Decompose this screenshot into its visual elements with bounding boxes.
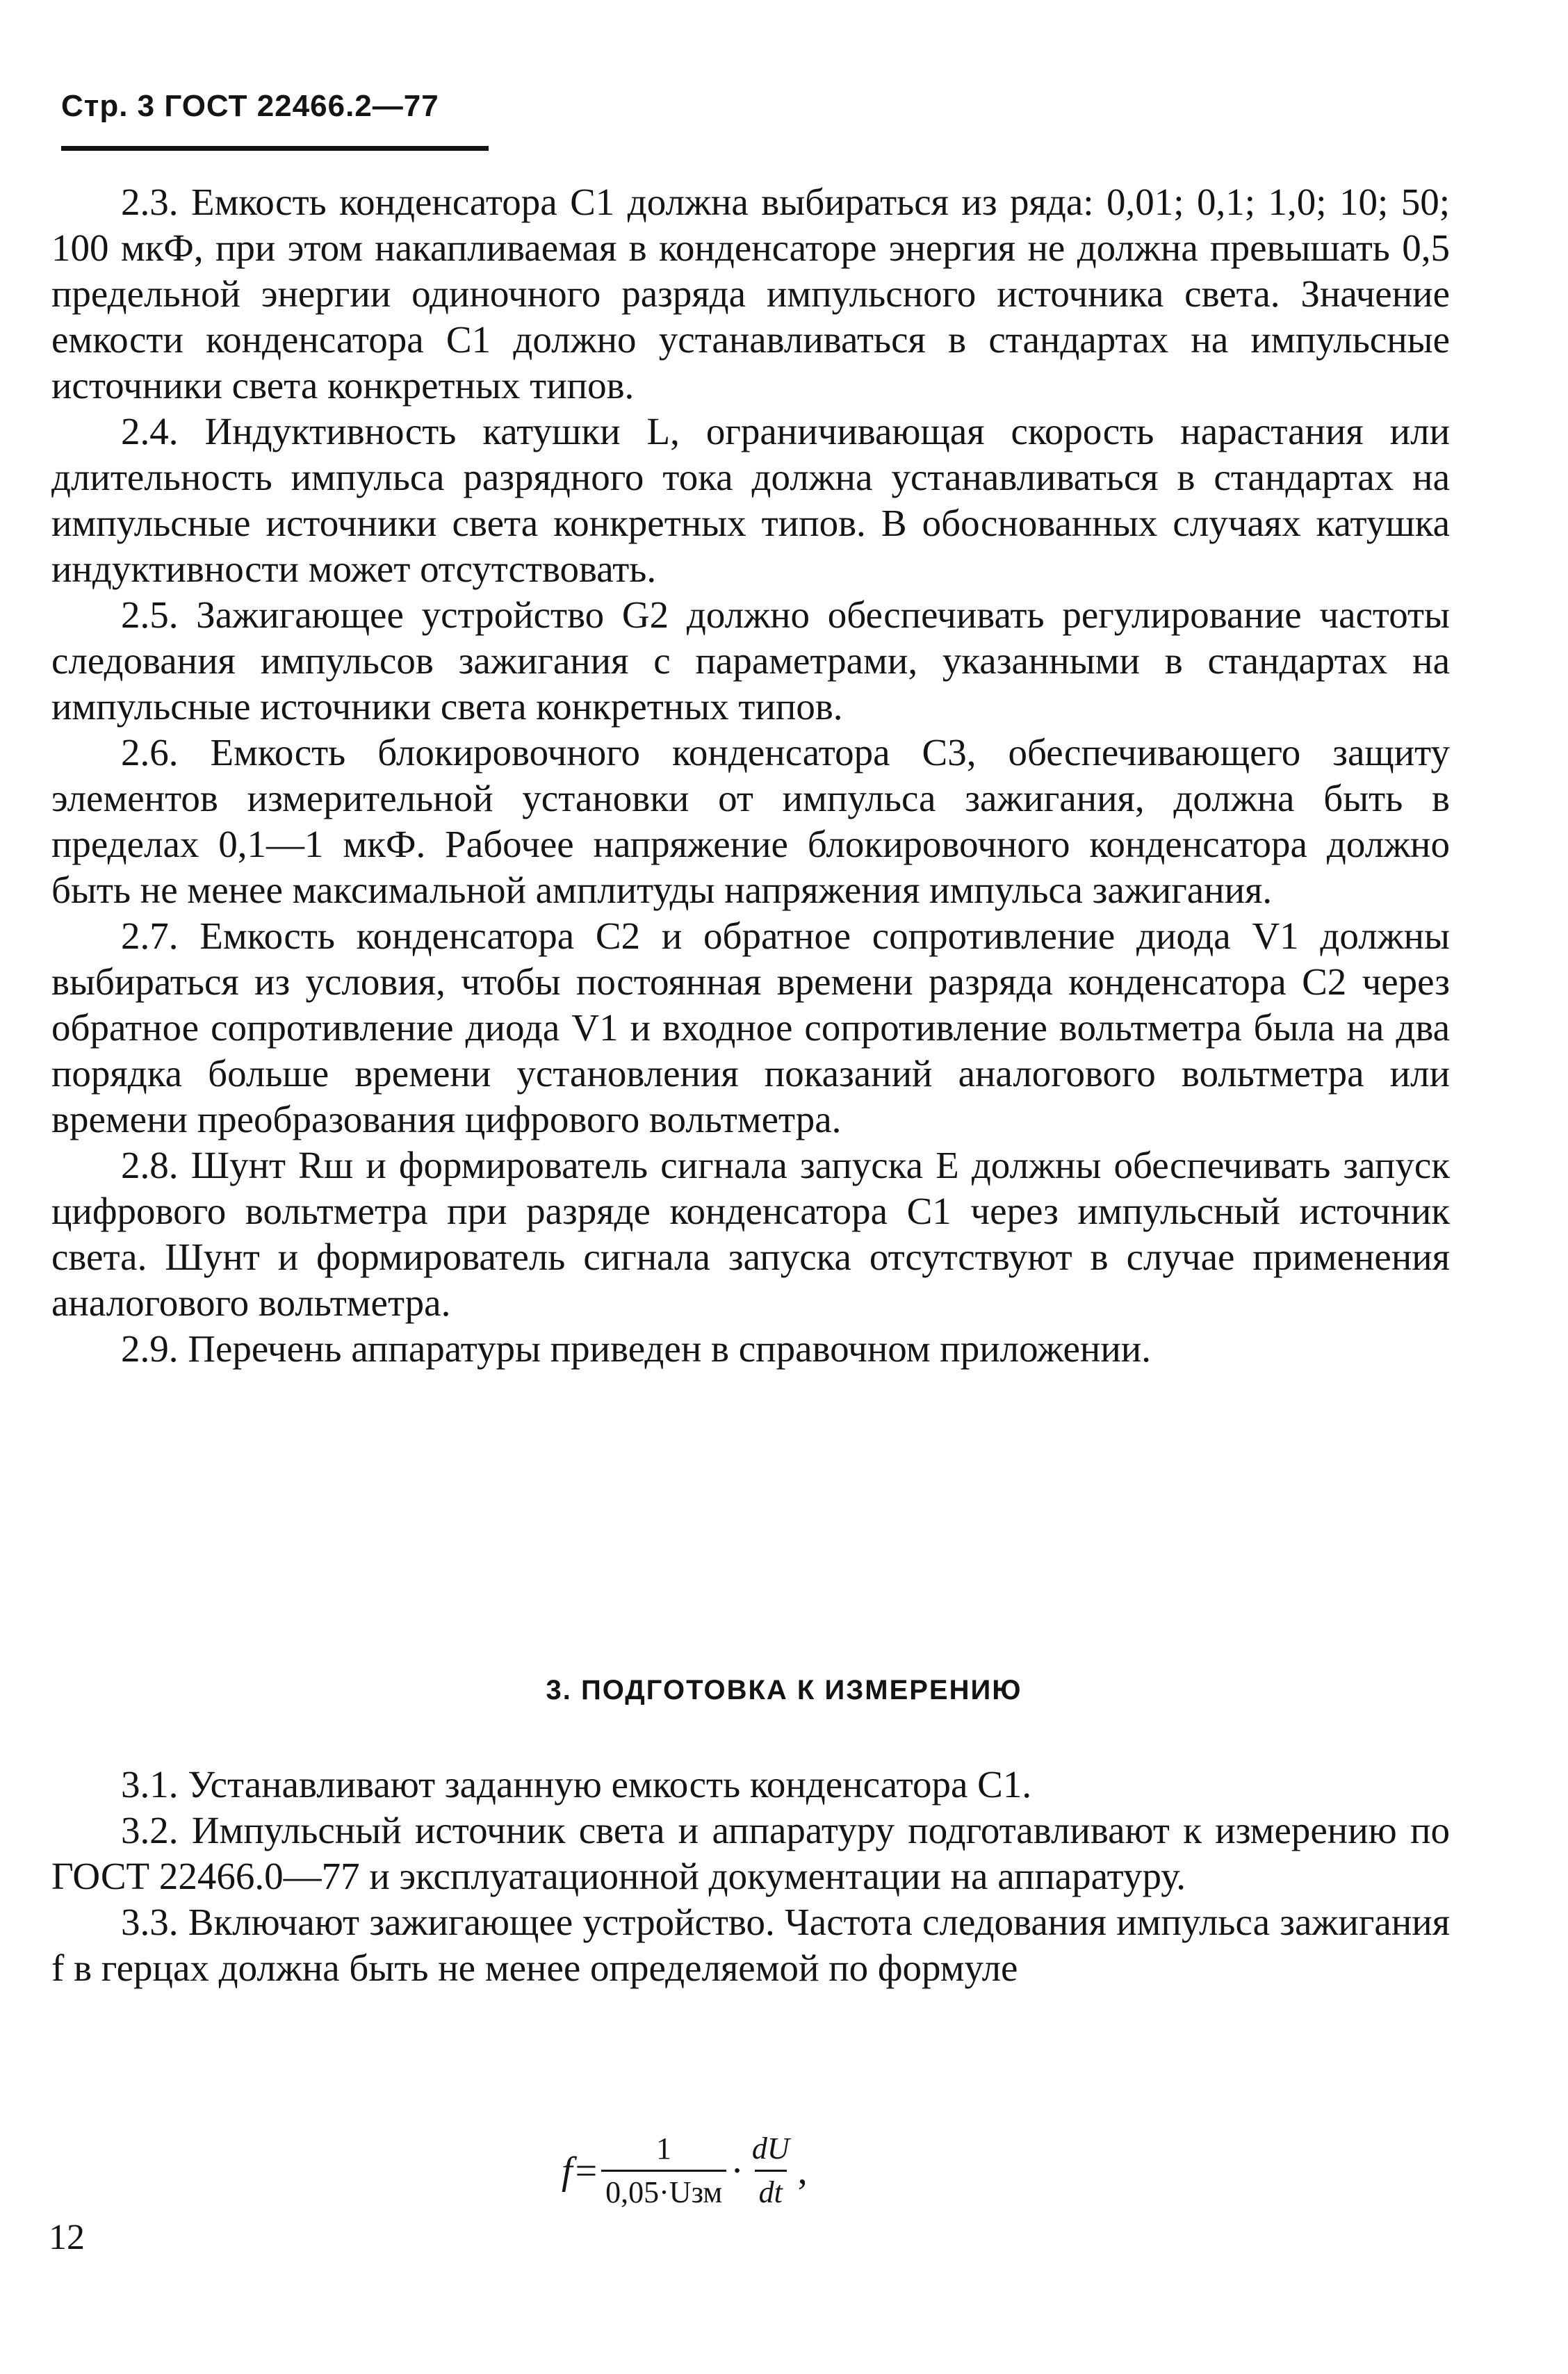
frequency-formula [562, 2128, 808, 2213]
header-rule [61, 146, 489, 151]
page-header: Стр. 3 ГОСТ 22466.2—77 [61, 89, 439, 123]
paragraph-2-8: 2.8. Шунт Rш и формирователь сигнала запуска E должны обеспечивать запуск цифрового вольтметра при разряде конденсатора C1 через импульсный источник света. Шунт и формирователь сигнала запуска отсутствуют в случае применения аналогового вольтметра. [51, 1144, 1450, 1324]
formula-fraction-2 [748, 2128, 794, 2213]
section-3-heading: 3. ПОДГОТОВКА К ИЗМЕРЕНИЮ [546, 1675, 1022, 1705]
paragraph-2-3: 2.3. Емкость конденсатора C1 должна выбираться из ряда: 0,01; 0,1; 1,0; 10; 50; 100 мкФ, при этом накапливаемая в конденсаторе энергия не должна превышать 0,5 предельной энергии одиночного разряда импульсного источника света. Значение емкости конденсатора C1 должно устанавливаться в стандартах на импульсные источники света конкретных типов. [51, 181, 1450, 407]
formula-tail: , [797, 2149, 808, 2193]
section-2-body [51, 179, 1450, 1372]
formula-equals: = [575, 2149, 598, 2193]
formula-fraction-1-denominator: 0,05·Uзм [601, 2170, 726, 2213]
paragraph-2-9: 2.9. Перечень аппаратуры приведен в справочном приложении. [121, 1327, 1151, 1370]
paragraph-3-1: 3.1. Устанавливают заданную емкость конденсатора C1. [121, 1763, 1032, 1806]
paragraph-2-5: 2.5. Зажигающее устройство G2 должно обеспечивать регулирование частоты следования импульсов зажигания с параметрами, указанными в стандартах на импульсные источники света конкретных типов. [51, 594, 1450, 728]
paragraph-2-4: 2.4. Индуктивность катушки L, ограничивающая скорость нарастания или длительность импульса разрядного тока должна устанавливаться в стандартах на импульсные источники света конкретных типов. В обоснованных случаях катушка индуктивности может отсутствовать. [51, 410, 1450, 590]
paragraph-3-3: 3.3. Включают зажигающее устройство. Частота следования импульса зажигания f в герцах должна быть не менее определяемой по формуле [51, 1901, 1450, 1989]
paragraph-2-7: 2.7. Емкость конденсатора C2 и обратное сопротивление диода V1 должны выбираться из условия, чтобы постоянная времени разряда конденсатора C2 через обратное сопротивление диода V1 и входное сопротивление вольтметра была на два порядка больше времени установления показаний аналогового вольтметра или времени преобразования цифрового вольтметра. [51, 915, 1450, 1140]
formula-fraction-1 [601, 2128, 726, 2213]
formula-fraction-2-numerator: dU [751, 2131, 790, 2166]
section-3-body [51, 1762, 1450, 1991]
formula-lhs: f [562, 2149, 573, 2193]
paragraph-3-2: 3.2. Импульсный источник света и аппаратуру подготавливают к измерению по ГОСТ 22466.0—77 и эксплуатационной документации на аппаратуру. [51, 1809, 1450, 1897]
page-number: 12 [49, 2218, 85, 2257]
formula-fraction-1-numerator: 1 [656, 2131, 672, 2166]
formula-dot: · [730, 2149, 744, 2193]
paragraph-2-6: 2.6. Емкость блокировочного конденсатора C3, обеспечивающего защиту элементов измерительной установки от импульса зажигания, должна быть в пределах 0,1—1 мкФ. Рабочее напряжение блокировочного конденсатора должно быть не менее максимальной амплитуды напряжения импульса зажигания. [51, 731, 1450, 911]
formula-fraction-2-denominator: dt [755, 2170, 787, 2213]
